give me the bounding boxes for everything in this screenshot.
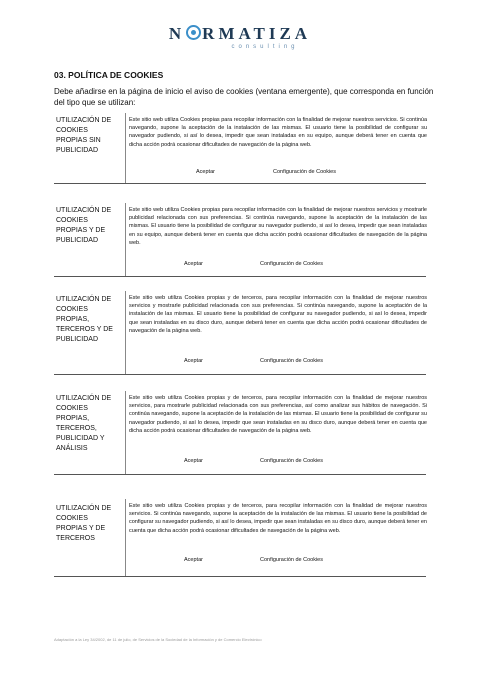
cookie-settings-label: Configuración de Cookies	[273, 169, 336, 175]
cookie-notice-text: Este sitio web utiliza Cookies propias para recopilar información con la finalidad de mejorar nuestros servicios. Si continúa navegando, supone la aceptación de la instalación de las mismas. El usuario tiene la posibilidad de configurar su navegador pudiendo, si así lo desea, impedir que sean instaladas en su equipo, aunque deberá tener en cuenta que dicha acción podrá ocasionar dificultades de navegación de la página web.	[129, 117, 427, 148]
cookie-row-label: UTILIZACIÓN DE COOKIES PROPIAS, TERCEROS, PUBLICIDAD Y ANÁLISIS	[56, 395, 112, 452]
cookie-settings-label: Configuración de Cookies	[260, 261, 323, 267]
accept-label: Aceptar	[184, 557, 203, 563]
cookie-row-label: UTILIZACIÓN DE COOKIES PROPIAS Y DE PUBLICIDAD	[56, 207, 112, 244]
page-footer: Adaptación a la Ley 34/2002, de 11 de julio, de Servicios de la Sociedad de la Información y de Comercio Electrónico	[54, 637, 262, 642]
cookie-settings-label: Configuración de Cookies	[260, 358, 323, 364]
cookie-notice-text: Este sitio web utiliza Cookies propias y de terceros, para recopilar información con la finalidad de mejorar nuestros servicios y mostrarle publicidad relacionada con sus preferencias. Si continúa navegando, supone la aceptación de la instalación de las mismas. El usuario tiene la posibilidad de configurar su navegador pudiendo, si así lo desea, impedir que sean instaladas en su disco duro, aunque deberá tener en cuenta que dicha acción podrá ocasionar dificultades de navegación de la página web.	[129, 295, 427, 334]
column-divider	[125, 391, 126, 474]
logo-wordmark	[0, 24, 480, 44]
cookie-row	[54, 391, 426, 475]
cookie-row	[54, 499, 426, 577]
cookie-row	[54, 291, 426, 375]
cookie-row	[54, 113, 426, 184]
cookie-row-label: UTILIZACIÓN DE COOKIES PROPIAS SIN PUBLICIDAD	[56, 117, 112, 154]
logo-tagline: consulting	[231, 44, 299, 50]
cookie-settings-label: Configuración de Cookies	[260, 458, 323, 464]
logo-letter-n: N	[168, 24, 186, 43]
accept-label: Aceptar	[184, 261, 203, 267]
section-intro: Debe añadirse en la página de inicio el aviso de cookies (ventana emergente), que corresponda en función del tipo que se utilizan:	[54, 87, 434, 107]
accept-label: Aceptar	[196, 169, 215, 175]
cookie-notice-text: Este sitio web utiliza Cookies propias para recopilar información con la finalidad de mejorar nuestros servicios y mostrarle publicidad relacionada con sus preferencias. Si continúa navegando, supone la aceptación de la instalación de las mismas. El usuario tiene la posibilidad de configurar su navegador pudiendo, si así lo desea, impedir que sean instaladas en su equipo, aunque deberá tener en cuenta que dicha acción podrá ocasionar dificultades de navegación de la página web.	[129, 207, 427, 246]
column-divider	[125, 291, 126, 374]
column-divider	[125, 499, 126, 576]
cookie-settings-label: Configuración de Cookies	[260, 557, 323, 563]
cookie-notice-text: Este sitio web utiliza Cookies propias y de terceros, para recopilar información con la finalidad de mejorar nuestros servicios, para mostrarle publicidad relacionada con sus preferencias, así como analizar sus hábitos de navegación. Si continúa navegando, supone la aceptación de la instalación de las mismas. El usuario tiene la posibilidad de configurar su navegador pudiendo, si así lo desea, impedir que sean instaladas en su disco duro, aunque deberá tener en cuenta que dicha acción podrá ocasionar dificultades de navegación de la página web.	[129, 395, 427, 434]
cookie-row	[54, 203, 426, 277]
cookie-notice-text: Este sitio web utiliza Cookies propias y de terceros, para recopilar información con la finalidad de mejorar nuestros servicios. Si continúa navegando, supone la aceptación de la instalación de las mismas. El usuario tiene la posibilidad de configurar su navegador pudiendo, si así lo desea, impedir que sean instaladas en su disco duro, aunque deberá tener en cuenta que dicha acción podrá ocasionar dificultades de navegación de la página web.	[129, 503, 427, 534]
column-divider	[125, 113, 126, 183]
cookie-row-label: UTILIZACIÓN DE COOKIES PROPIAS Y DE TERCEROS	[56, 505, 112, 542]
company-logo	[0, 24, 480, 50]
section-title: 03. POLÍTICA DE COOKIES	[54, 70, 164, 80]
accept-label: Aceptar	[184, 358, 203, 364]
logo-o-icon	[186, 25, 201, 40]
column-divider	[125, 203, 126, 276]
cookie-row-label: UTILIZACIÓN DE COOKIES PROPIAS, TERCEROS Y DE PUBLICIDAD	[56, 296, 113, 343]
logo-letters-rest: RMATIZA	[202, 24, 312, 43]
accept-label: Aceptar	[184, 458, 203, 464]
